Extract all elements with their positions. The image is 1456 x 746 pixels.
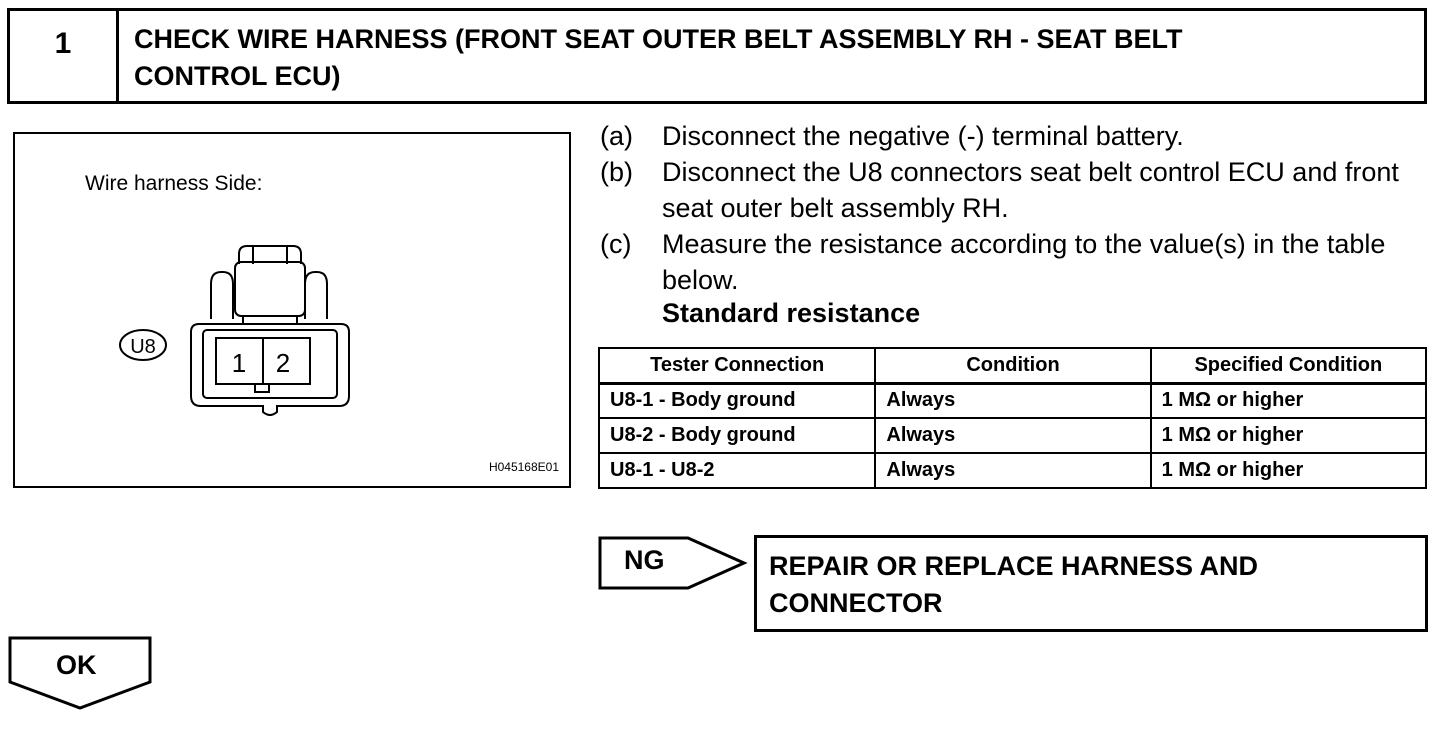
step-number: 1 — [10, 11, 119, 101]
instruction-item — [600, 118, 1440, 154]
table-header: Specified Condition — [1151, 348, 1426, 383]
table-row — [599, 383, 1426, 418]
instruction-marker: (c) — [600, 229, 632, 259]
instruction-item — [600, 154, 1440, 226]
resistance-table — [598, 347, 1427, 489]
table-header: Condition — [875, 348, 1150, 383]
table-cell: U8-2 - Body ground — [599, 418, 875, 453]
instruction-list — [600, 118, 1440, 298]
connector-latch-body — [235, 262, 305, 316]
table-header: Tester Connection — [599, 348, 875, 383]
instruction-text: Measure the resistance according to the value(s) in the table below. — [662, 229, 1386, 295]
table-cell: Always — [875, 383, 1150, 418]
step-title-line1: CHECK WIRE HARNESS (FRONT SEAT OUTER BELT ASSEMBLY RH - SEAT BELT — [134, 24, 1183, 54]
pin-1-label: 1 — [231, 348, 247, 378]
ng-result-line1: REPAIR OR REPLACE HARNESS AND — [769, 551, 1259, 581]
ng-result-box — [754, 535, 1428, 632]
instruction-text: Disconnect the U8 connectors seat belt control ECU and front seat outer belt assembly RH. — [662, 157, 1399, 223]
ok-label: OK — [56, 650, 97, 680]
connector-tab-right — [305, 272, 327, 319]
table-cell: 1 MΩ or higher — [1151, 383, 1426, 418]
connector-diagram — [15, 134, 569, 486]
table-cell: U8-1 - U8-2 — [599, 453, 875, 488]
table-row — [599, 418, 1426, 453]
table-cell: Always — [875, 453, 1150, 488]
standard-resistance-heading: Standard resistance — [662, 298, 921, 328]
instruction-item — [600, 226, 1440, 298]
figure-label: Wire harness Side: — [85, 172, 263, 195]
instruction-marker: (a) — [600, 121, 633, 151]
connector-tab-left — [211, 272, 233, 319]
table-cell: U8-1 - Body ground — [599, 383, 875, 418]
instruction-marker: (b) — [600, 157, 633, 187]
step-title-line2: CONTROL ECU) — [134, 61, 341, 91]
figure-code: H045168E01 — [488, 460, 559, 474]
table-row — [599, 453, 1426, 488]
table-cell: 1 MΩ or higher — [1151, 453, 1426, 488]
ng-result-line2: CONNECTOR — [769, 588, 943, 618]
connector-illustration — [13, 132, 571, 488]
pin-2-label: 2 — [275, 348, 291, 378]
connector-lock-tab — [255, 384, 269, 392]
table-header-row — [599, 348, 1426, 383]
ng-arrow-icon — [598, 536, 748, 592]
step-title — [134, 21, 1414, 95]
table-cell: 1 MΩ or higher — [1151, 418, 1426, 453]
connector-id-label: U8 — [130, 336, 156, 358]
ng-label: NG — [624, 545, 665, 575]
table-cell: Always — [875, 418, 1150, 453]
step-header — [7, 8, 1427, 104]
instruction-text: Disconnect the negative (-) terminal battery. — [662, 121, 1184, 151]
